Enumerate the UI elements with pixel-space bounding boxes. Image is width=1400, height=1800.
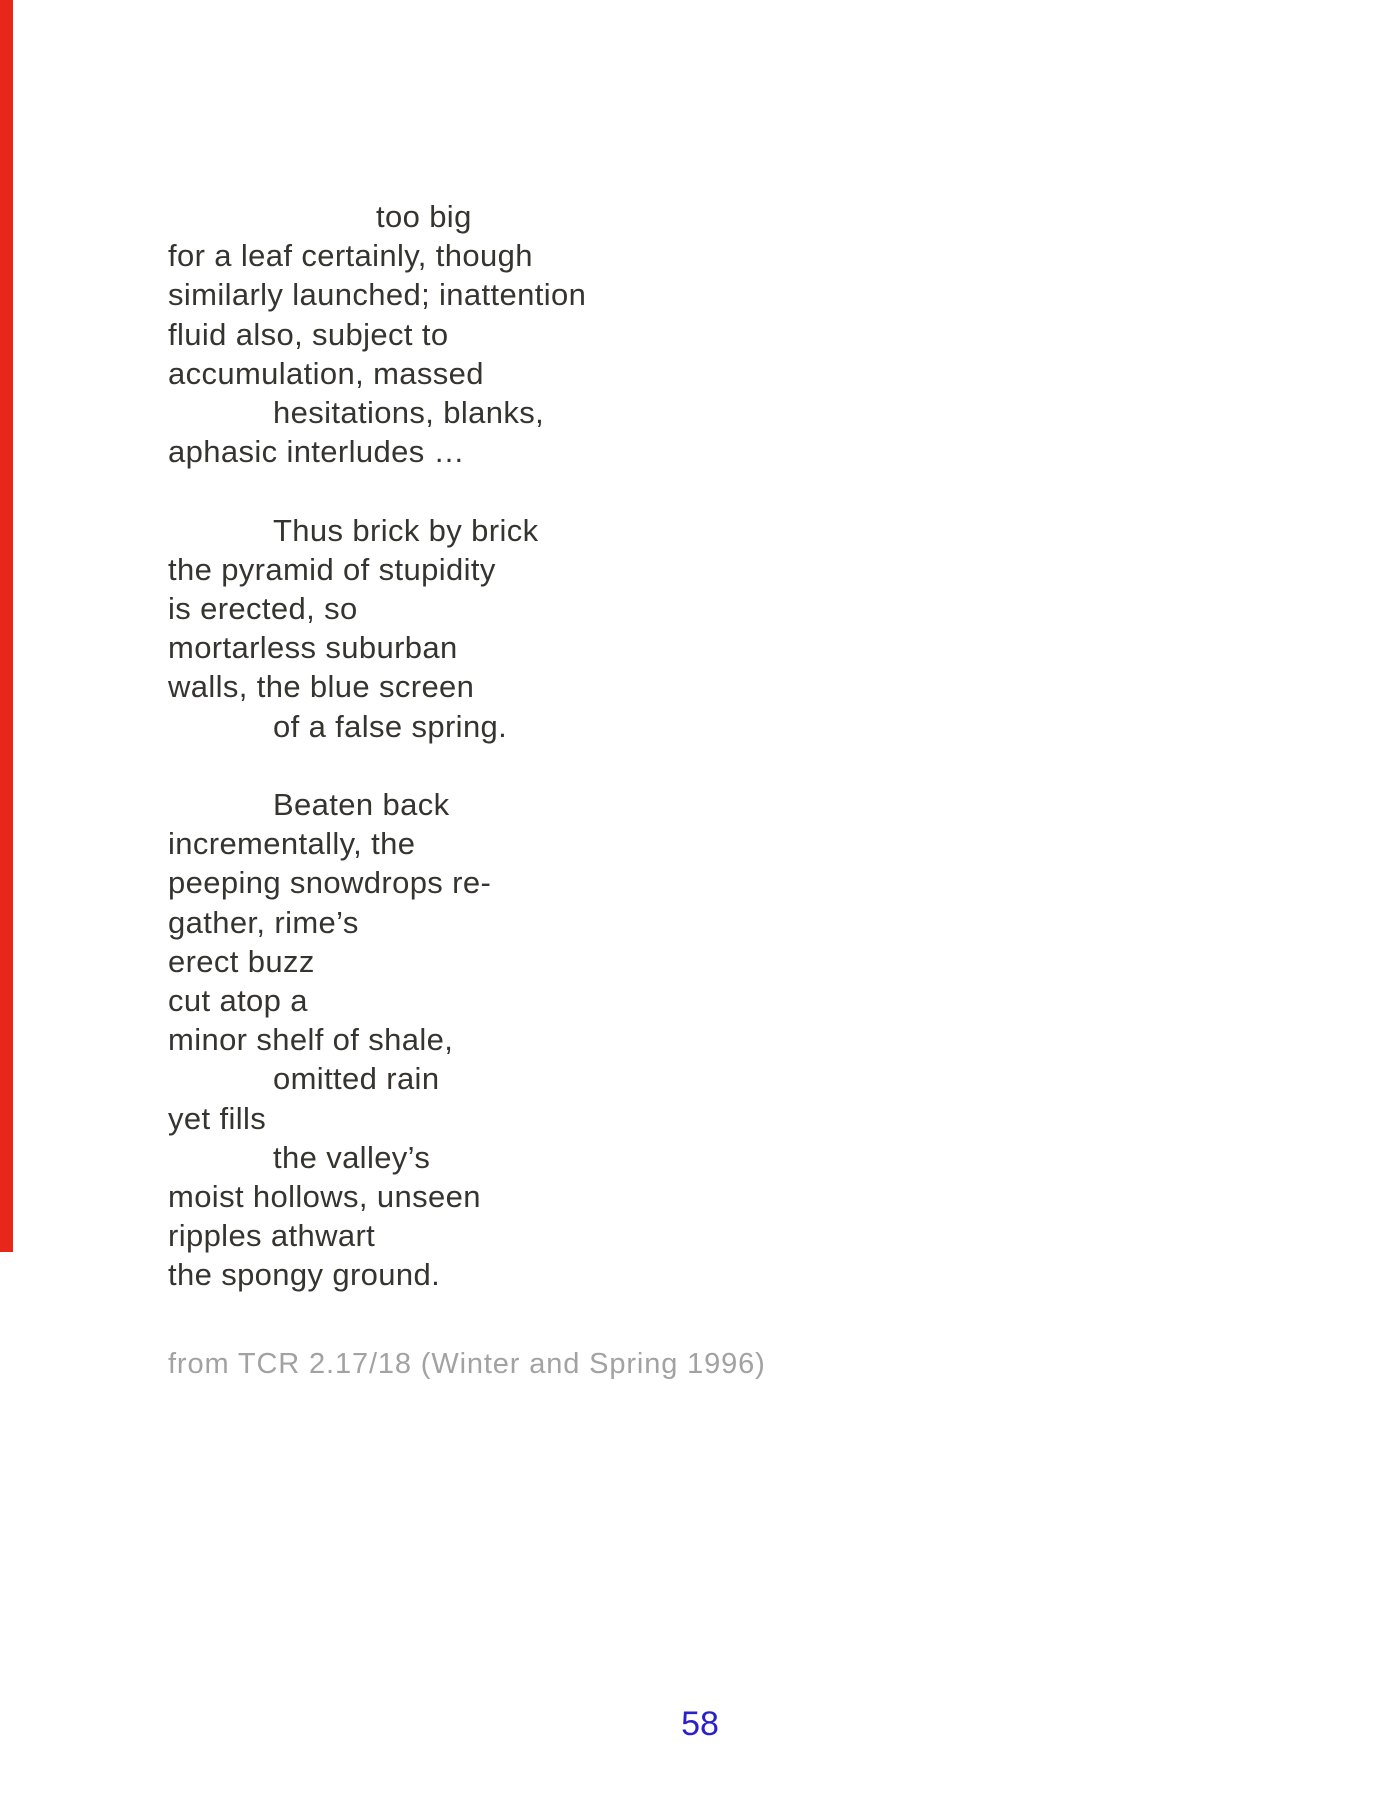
poem-line: too big bbox=[376, 199, 472, 234]
poem-line: mortarless suburban bbox=[168, 630, 458, 666]
poem-line: walls, the blue screen bbox=[168, 669, 475, 705]
poem-line: the pyramid of stupidity bbox=[168, 551, 496, 587]
left-accent-bar bbox=[0, 0, 13, 1252]
poem-line: moist hollows, unseen bbox=[168, 1179, 481, 1215]
poem-line: omitted rain bbox=[273, 1061, 440, 1097]
stanza bbox=[168, 197, 586, 471]
poem-line: Beaten back bbox=[273, 787, 450, 823]
poem-line: gather, rime’s bbox=[168, 904, 359, 940]
poem-line: the spongy ground. bbox=[168, 1257, 441, 1293]
poem-line: ripples athwart bbox=[168, 1218, 376, 1254]
stanza bbox=[168, 785, 586, 1295]
poem-line: similarly launched; inattention bbox=[168, 277, 587, 313]
poem-line: Thus brick by brick bbox=[273, 512, 539, 548]
page-number: 58 bbox=[681, 1705, 719, 1743]
poem-line: for a leaf certainly, though bbox=[168, 238, 533, 274]
poem-line: aphasic interludes … bbox=[168, 434, 465, 470]
stanza bbox=[168, 511, 586, 746]
poem-line: is erected, so bbox=[168, 591, 358, 627]
poem-line: hesitations, blanks, bbox=[273, 395, 545, 431]
source-citation: from TCR 2.17/18 (Winter and Spring 1996) bbox=[168, 1348, 766, 1380]
poem-line: of a false spring. bbox=[273, 708, 508, 744]
poem-line: fluid also, subject to bbox=[168, 316, 449, 352]
poem-line: the valley’s bbox=[273, 1139, 431, 1175]
poem-line: erect buzz bbox=[168, 943, 315, 979]
poem-line: peeping snowdrops re- bbox=[168, 865, 492, 901]
poem-body bbox=[168, 197, 586, 1295]
poem-line: yet fills bbox=[168, 1100, 267, 1136]
poem-line: minor shelf of shale, bbox=[168, 1022, 454, 1058]
poem-line: accumulation, massed bbox=[168, 355, 484, 391]
poem-line: cut atop a bbox=[168, 983, 308, 1019]
poem-line: incrementally, the bbox=[168, 826, 416, 862]
